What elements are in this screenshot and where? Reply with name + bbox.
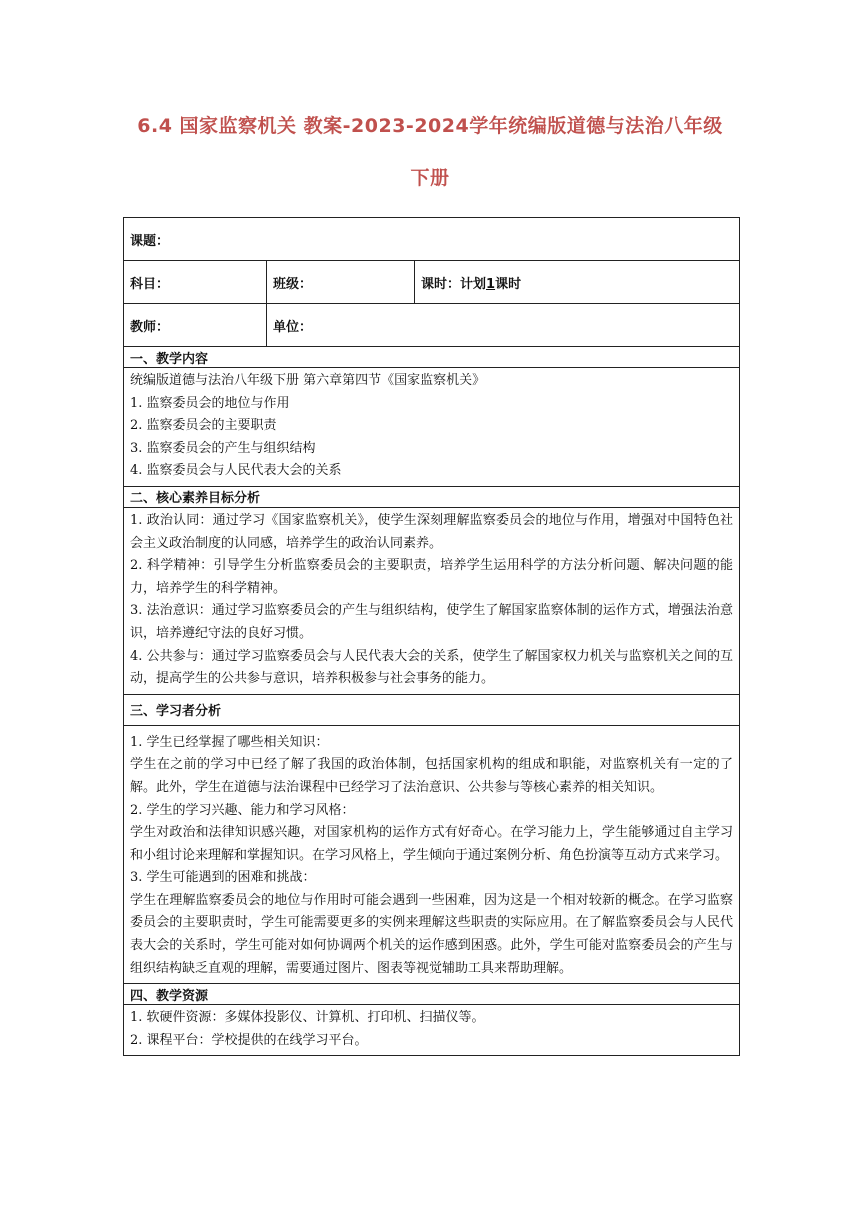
teacher-label: 教师： [124,304,267,347]
period-count: 1 [486,276,496,292]
section-heading: 三、学习者分析 [124,694,740,725]
period-suffix: 课时 [495,276,522,292]
section-heading: 二、核心素养目标分析 [124,486,740,507]
section-learners-body-row [124,725,740,984]
unit-label: 单位： [267,304,740,347]
learner-paragraph: 学生对政治和法律知识感兴趣，对国家机构的运作方式有好奇心。在学习能力上，学生能够通过自主学习和小组讨论来理解和掌握知识。在学习风格上，学生倾向于通过案例分析、角色扮演等互动方式来学习。 [130,825,734,863]
goal-paragraph: 2. 科学精神：引导学生分析监察委员会的主要职责，培养学生运用科学的方法分析问题、解决问题的能力，培养学生的科学精神。 [130,558,734,596]
goal-paragraph: 1. 政治认同：通过学习《国家监察机关》，使学生深刻理解监察委员会的地位与作用，增强对中国特色社会主义政治制度的认同感，培养学生的政治认同素养。 [130,512,734,551]
topic-label: 课题： [124,218,740,261]
content-line: 4. 监察委员会与人民代表大会的关系 [130,463,342,479]
period-prefix: 课时：计划 [421,276,487,292]
section-heading: 四、教学资源 [124,984,740,1005]
section-heading: 一、教学内容 [124,347,740,368]
learner-paragraph: 3. 学生可能遇到的困难和挑战： [130,870,316,886]
subject-label: 科目： [124,261,267,304]
subject-row [124,261,740,304]
content-line: 1. 监察委员会的地位与作用 [130,395,290,411]
section-resources-heading-row [124,984,740,1005]
section-body [124,725,740,984]
section-content-heading-row [124,347,740,368]
section-goals-body-row [124,507,740,694]
section-resources-body-row [124,1005,740,1056]
title-line-2: 下册 [410,167,450,189]
section-body [124,507,740,694]
content-line: 3. 监察委员会的产生与组织结构 [130,440,316,456]
goal-paragraph: 3. 法治意识：通过学习监察委员会的产生与组织结构，使学生了解国家监察体制的运作方式，增强法治意识，培养遵纪守法的良好习惯。 [130,603,734,641]
section-body [124,368,740,487]
section-learners-heading-row [124,694,740,725]
period-cell [415,261,740,304]
learner-paragraph: 2. 学生的学习兴趣、能力和学习风格： [130,802,355,818]
topic-row [124,218,740,261]
teacher-row [124,304,740,347]
content-line: 统编版道德与法治八年级下册 第六章第四节《国家监察机关》 [130,373,486,388]
title-line-1: 6.4 国家监察机关 教案-2023-2024学年统编版道德与法治八年级 [137,115,723,137]
resource-line: 1. 软硬件资源：多媒体投影仪、计算机、打印机、扫描仪等。 [130,1010,485,1026]
goal-paragraph: 4. 公共参与：通过学习监察委员会与人民代表大会的关系，使学生了解国家权力机关与监察机关之间的互动，提高学生的公共参与意识，培养积极参与社会事务的能力。 [130,648,734,687]
section-goals-heading-row [124,486,740,507]
learner-paragraph: 学生在之前的学习中已经了解了我国的政治体制，包括国家机构的组成和职能，对监察机关有一定的了解。此外，学生在道德与法治课程中已经学习了法治意识、公共参与等核心素养的相关知识。 [130,757,734,795]
learner-paragraph: 学生在理解监察委员会的地位与作用时可能会遇到一些困难，因为这是一个相对较新的概念。在学习监察委员会的主要职责时，学生可能需要更多的实例来理解这些职责的实际应用。在了解监察委员会与人民代表大会的关系时，学生可能对如何协调两个机关的运作感到困惑。此外，学生可能对监察委员会的产生与组织结构缺乏直观的理解，需要通过图片、图表等视觉辅助工具来帮助理解。 [130,892,734,976]
content-line: 2. 监察委员会的主要职责 [130,418,277,434]
resource-line: 2. 课程平台：学校提供的在线学习平台。 [130,1032,368,1048]
lesson-plan-table [123,217,740,1056]
learner-paragraph: 1. 学生已经掌握了哪些相关知识： [130,734,329,750]
section-body [124,1005,740,1056]
document-title [100,100,760,204]
class-label: 班级： [267,261,415,304]
section-content-body-row [124,368,740,487]
